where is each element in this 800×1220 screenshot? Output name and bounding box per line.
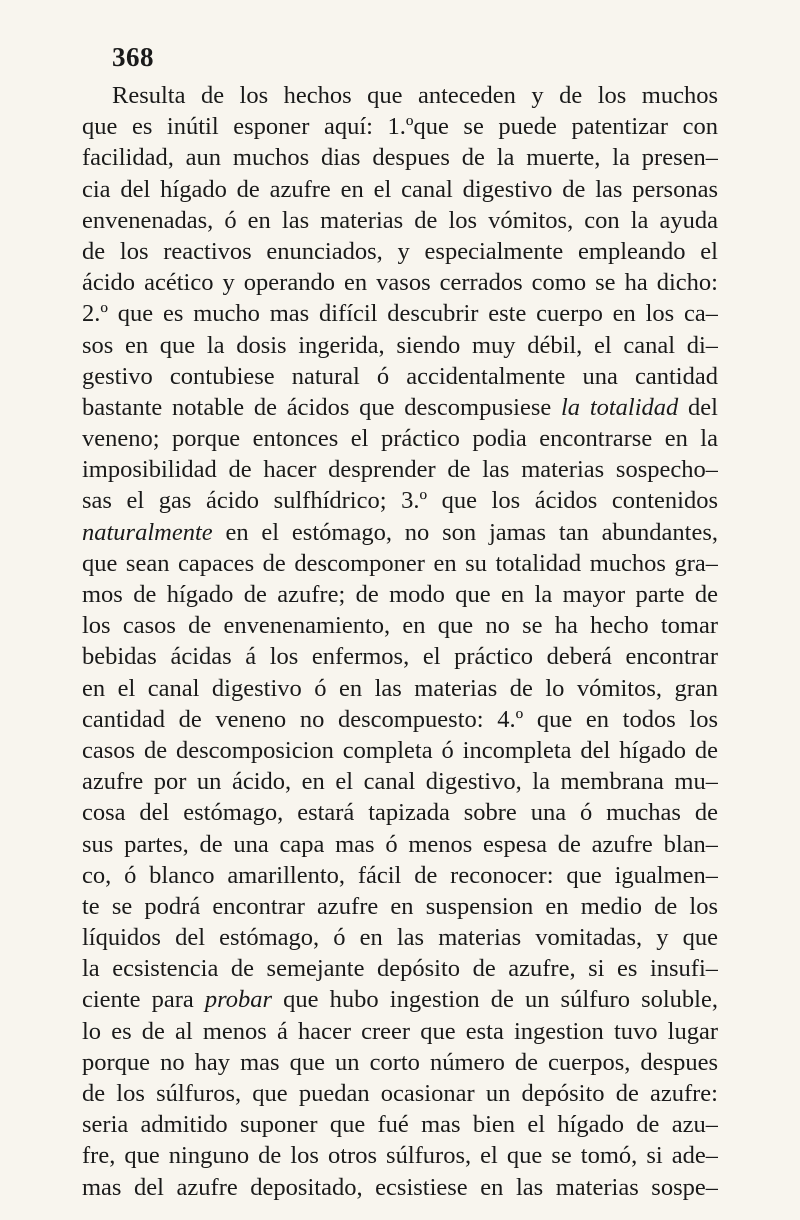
text-line xyxy=(82,797,718,828)
text-run: seria admitido suponer que fué mas bien el hígado de azu– xyxy=(82,1111,718,1139)
text-run: gestivo contubiese natural ó accidentalmente una cantidad xyxy=(82,362,718,390)
text-run: 2.º que es mucho mas difícil descubrir este cuerpo en los ca– xyxy=(82,300,718,328)
text-run: casos de descomposicion completa ó incompleta del hígado de xyxy=(82,736,718,764)
text-line xyxy=(82,891,718,922)
text-line xyxy=(82,548,718,579)
text-run: Resulta de los hechos que anteceden y de los muchos xyxy=(112,82,718,109)
italic-text: naturalmente xyxy=(82,518,213,546)
text-run: la ecsistencia de semejante depósito de azufre, si es insufi– xyxy=(82,955,718,983)
text-line xyxy=(82,1016,718,1047)
text-line xyxy=(82,1172,718,1203)
text-run: co, ó blanco amarillento, fácil de reconocer: que igualmen– xyxy=(82,861,718,889)
italic-text: probar xyxy=(204,986,273,1014)
text-run: líquidos del estómago, ó en las materias vomitadas, y que xyxy=(82,924,718,952)
text-run: cosa del estómago, estará tapizada sobre una ó muchas de xyxy=(82,799,718,827)
italic-text: la totalidad xyxy=(561,393,679,421)
text-run: imposibilidad de hacer desprender de las materias sospecho– xyxy=(82,456,718,484)
text-run: en el estómago, no son jamas tan abundantes, xyxy=(212,518,718,546)
text-run: que hubo ingestion de un súlfuro soluble, xyxy=(272,986,718,1014)
text-run: de los súlfuros, que puedan ocasionar un depósito de azufre: xyxy=(82,1080,718,1107)
text-line xyxy=(82,236,718,267)
text-line xyxy=(82,610,718,641)
page-number: 368 xyxy=(112,42,154,72)
text-run: sus partes, de una capa mas ó menos espesa de azufre blan– xyxy=(82,830,718,858)
text-run: sas el gas ácido sulfhídrico; 3.º que los ácidos contenidos xyxy=(82,487,718,515)
text-run: ácido acético y operando en vasos cerrados como se ha dicho: xyxy=(82,269,718,297)
text-run: del xyxy=(678,393,718,421)
text-line xyxy=(82,298,718,329)
text-line xyxy=(82,735,718,766)
text-line xyxy=(82,267,718,298)
text-run: facilidad, aun muchos dias despues de la muerte, la presen– xyxy=(82,144,718,172)
text-run: que es inútil esponer aquí: 1.ºque se puede patentizar con xyxy=(82,113,718,141)
text-line xyxy=(82,673,718,704)
text-run: sos en que la dosis ingerida, siendo muy débil, el canal di– xyxy=(82,331,718,359)
text-run: bastante notable de ácidos que descompusiese xyxy=(82,393,561,421)
text-line xyxy=(82,766,718,797)
text-run: fre, que ninguno de los otros súlfuros, el que se tomó, si ade– xyxy=(82,1142,718,1170)
text-line xyxy=(82,984,718,1015)
text-line xyxy=(82,829,718,860)
text-line xyxy=(82,485,718,516)
body-text xyxy=(82,80,718,1203)
text-line xyxy=(82,142,718,173)
text-line xyxy=(82,1140,718,1171)
text-run: porque no hay mas que un corto número de cuerpos, despues xyxy=(82,1048,718,1076)
text-run: veneno; porque entonces el práctico podia encontrarse en la xyxy=(82,425,718,453)
text-line xyxy=(82,174,718,205)
text-run: bebidas ácidas á los enfermos, el práctico deberá encontrar xyxy=(82,643,718,671)
text-line xyxy=(82,860,718,891)
text-run: mas del azufre depositado, ecsistiese en las materias sospe– xyxy=(82,1173,718,1201)
text-run: envenenadas, ó en las materias de los vómitos, con la ayuda xyxy=(82,206,718,234)
text-line xyxy=(82,205,718,236)
text-run: te se podrá encontrar azufre en suspension en medio de los xyxy=(82,892,718,920)
text-run: lo es de al menos á hacer creer que esta ingestion tuvo lugar xyxy=(82,1017,718,1045)
text-line xyxy=(82,922,718,953)
text-line xyxy=(82,111,718,142)
text-run: los casos de envenenamiento, en que no se ha hecho tomar xyxy=(82,612,718,640)
text-run: ciente para xyxy=(82,986,205,1014)
text-line xyxy=(82,579,718,610)
text-run: que sean capaces de descomponer en su totalidad muchos gra– xyxy=(82,549,718,577)
text-line xyxy=(82,392,718,423)
text-line xyxy=(82,80,718,111)
text-run: en el canal digestivo ó en las materias de lo vómitos, gran xyxy=(82,674,718,702)
text-run: mos de hígado de azufre; de modo que en la mayor parte de xyxy=(82,581,718,608)
text-run: cantidad de veneno no descompuesto: 4.º que en todos los xyxy=(82,705,718,733)
text-run: de los reactivos enunciados, y especialmente empleando el xyxy=(82,237,718,265)
text-line xyxy=(82,330,718,361)
text-run: azufre por un ácido, en el canal digestivo, la membrana mu– xyxy=(82,768,718,796)
text-line xyxy=(82,1047,718,1078)
text-line xyxy=(82,1109,718,1140)
text-line xyxy=(82,423,718,454)
text-line xyxy=(82,1078,718,1109)
text-line xyxy=(82,704,718,735)
text-line xyxy=(82,953,718,984)
text-line xyxy=(82,517,718,548)
text-line xyxy=(82,361,718,392)
text-run: cia del hígado de azufre en el canal digestivo de las personas xyxy=(82,175,718,203)
text-line xyxy=(82,454,718,485)
text-line xyxy=(82,641,718,672)
